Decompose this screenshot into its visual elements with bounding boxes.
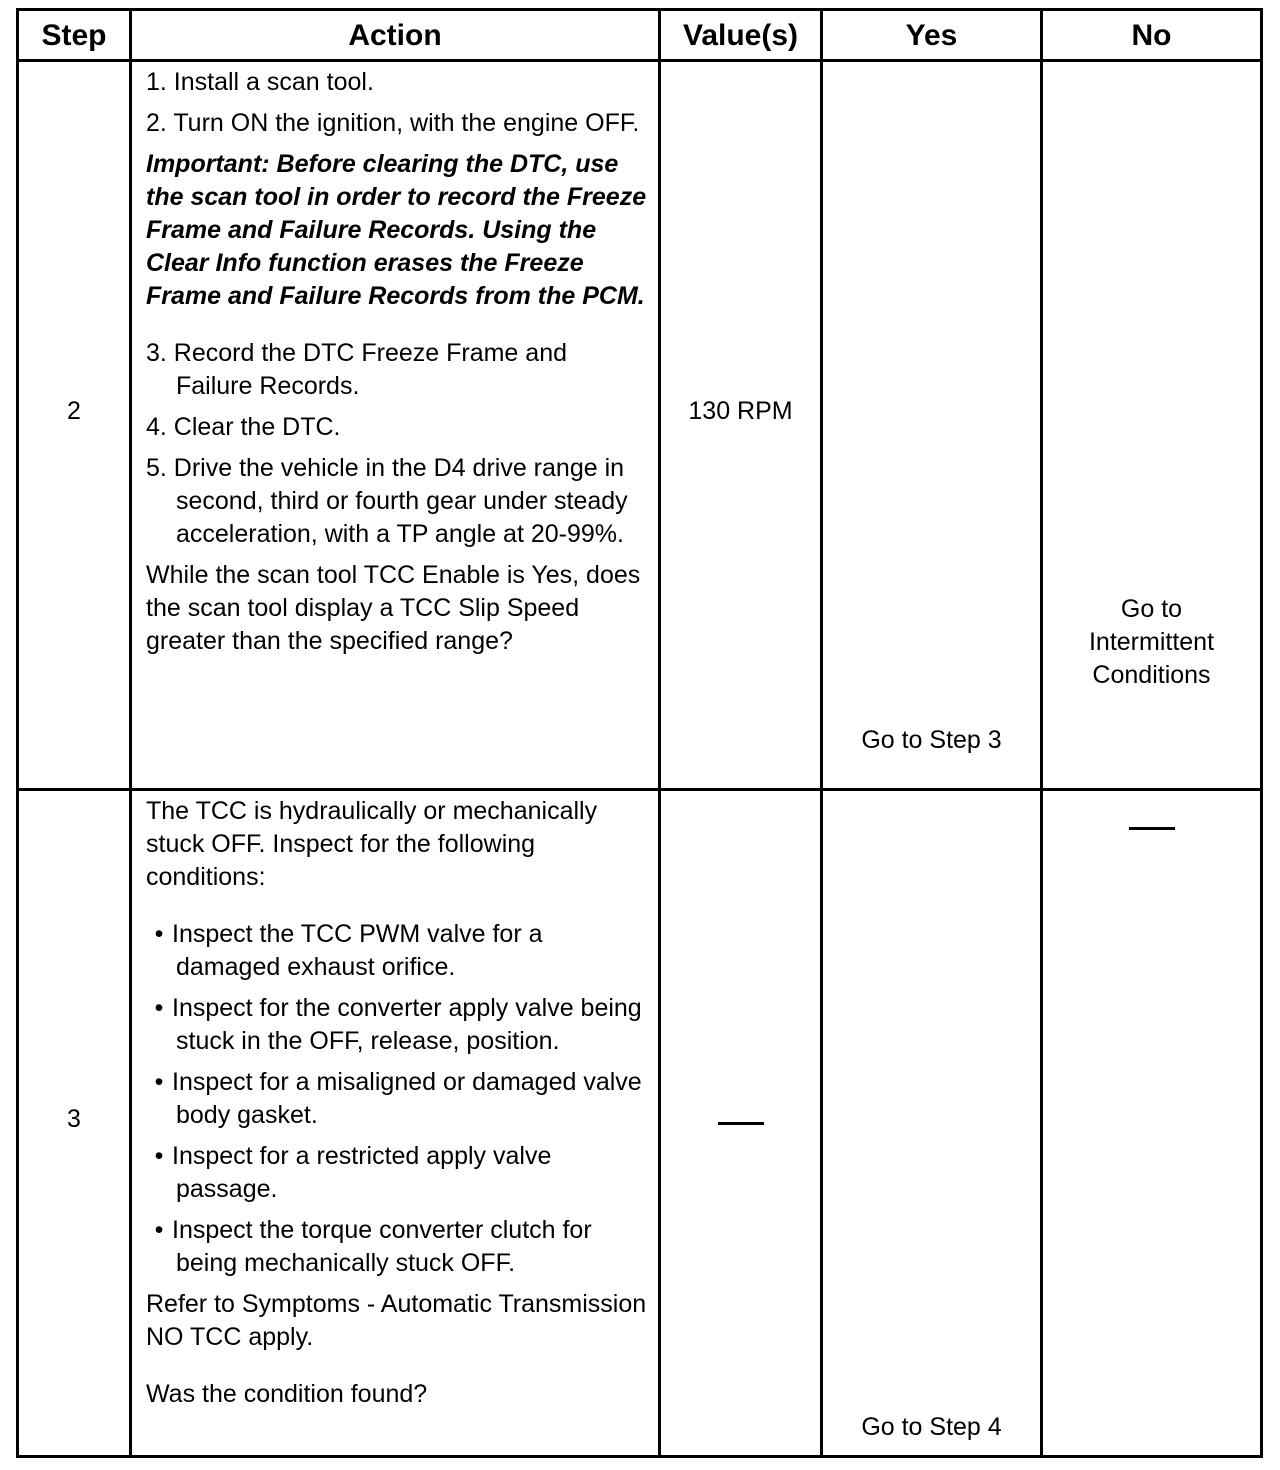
- step-cell: [18, 790, 131, 1457]
- bullet-icon: •: [154, 1142, 164, 1170]
- dash-icon: [1129, 827, 1175, 830]
- yes-link[interactable]: Go to Step 4: [861, 1413, 1002, 1441]
- action-cell: [131, 61, 660, 790]
- no-cell: [1042, 790, 1262, 1457]
- step-number: 2: [67, 397, 81, 425]
- step-number: 3: [67, 1105, 81, 1133]
- header-values: Value(s): [660, 10, 822, 61]
- action-step-item: 3. Record the DTC Freeze Frame and Failure Records.: [146, 339, 567, 400]
- action-intro: The TCC is hydraulically or mechanically stuck OFF. Inspect for the following conditions:: [146, 797, 598, 891]
- yes-cell: [822, 790, 1042, 1457]
- bullet-icon: •: [154, 1068, 164, 1096]
- action-refer: Refer to Symptoms - Automatic Transmission NO TCC apply.: [146, 1290, 647, 1351]
- value-dash: [661, 1117, 820, 1125]
- diagnostic-table: [16, 8, 1263, 1458]
- value-cell: [660, 790, 822, 1457]
- step-cell: [18, 61, 131, 790]
- bullet-icon: •: [154, 1216, 164, 1244]
- action-question: Was the condition found?: [146, 1380, 428, 1408]
- action-question: While the scan tool TCC Enable is Yes, does the scan tool display a TCC Slip Speed greater than the specified range?: [146, 561, 641, 655]
- value-cell: [660, 61, 822, 790]
- bullet-item: • Inspect the torque converter clutch for being mechanically stuck OFF.: [146, 1214, 648, 1280]
- bullet-icon: •: [154, 920, 164, 948]
- header-row: [18, 10, 1262, 61]
- important-note: Important: Before clearing the DTC, use the scan tool in order to record the Freeze Frame and Failure Records. Using the Clear Info function erases the Freeze Frame and Failure Records from the PCM.: [146, 150, 647, 310]
- table-row: [18, 790, 1262, 1457]
- header-no: No: [1042, 10, 1262, 61]
- value-text: 130 RPM: [688, 397, 793, 425]
- action-step-item: 4. Clear the DTC.: [146, 413, 341, 441]
- no-cell: [1042, 61, 1262, 790]
- action-cell: [131, 790, 660, 1457]
- bullet-item: • Inspect for the converter apply valve being stuck in the OFF, release, position.: [146, 992, 648, 1058]
- bullet-item: • Inspect for a restricted apply valve passage.: [146, 1140, 648, 1206]
- no-dash: [1043, 822, 1260, 830]
- yes-cell: [822, 61, 1042, 790]
- bullet-icon: •: [154, 994, 164, 1022]
- action-step-item: 2. Turn ON the ignition, with the engine OFF.: [146, 109, 640, 137]
- bullet-item: • Inspect the TCC PWM valve for a damaged exhaust orifice.: [146, 918, 648, 984]
- action-step-item: 5. Drive the vehicle in the D4 drive range in second, third or fourth gear under steady acceleration, with a TP angle at 20-99%.: [146, 454, 628, 548]
- bullet-item: • Inspect for a misaligned or damaged valve body gasket.: [146, 1066, 648, 1132]
- action-step-item: 1. Install a scan tool.: [146, 68, 374, 96]
- yes-link[interactable]: Go to Step 3: [861, 726, 1002, 754]
- header-action: Action: [131, 10, 660, 61]
- table-row: [18, 61, 1262, 790]
- no-link[interactable]: Go to Intermittent Conditions: [1088, 595, 1215, 689]
- header-step: Step: [18, 10, 131, 61]
- header-yes: Yes: [822, 10, 1042, 61]
- dash-icon: [718, 1122, 764, 1125]
